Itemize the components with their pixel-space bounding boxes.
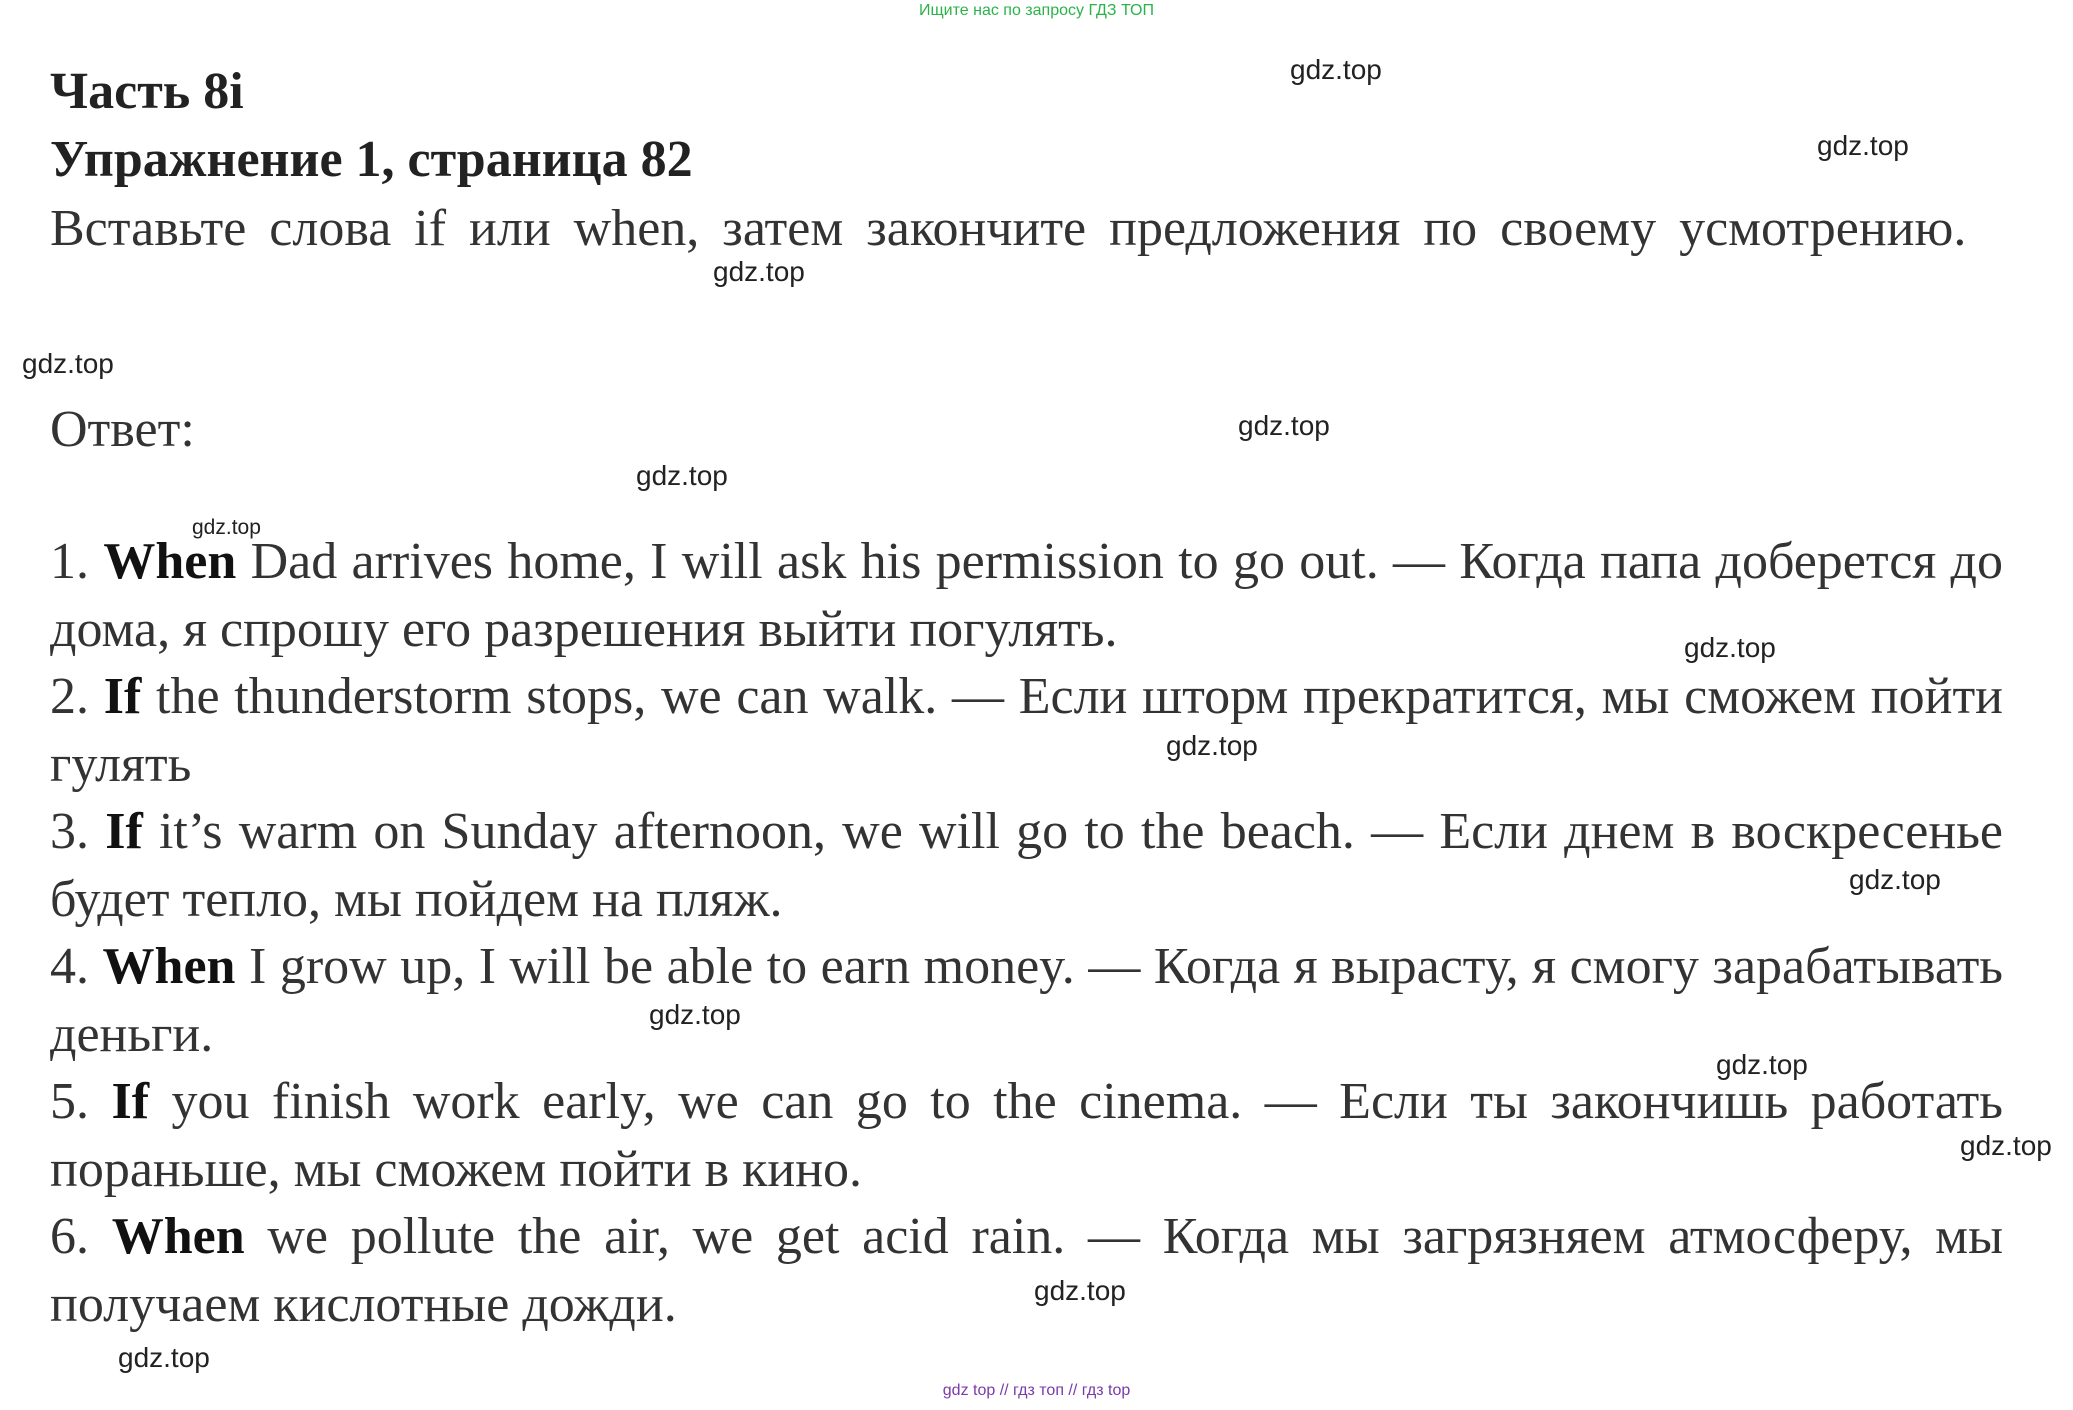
- answer-number: 3.: [50, 803, 89, 860]
- answer-item: [50, 798, 2003, 933]
- exercise-title: Упражнение 1, страница 82: [50, 131, 693, 188]
- answer-text: it’s warm on Sunday afternoon, we will go to the beach. — Если днем в воскресенье будет тепло, мы пойдем на пляж.: [50, 803, 2004, 928]
- answer-text: we pollute the air, we get acid rain. — Когда мы загрязняем атмосферу, мы получаем кислотные дожди.: [50, 1208, 2004, 1333]
- watermark: gdz.top: [118, 1342, 210, 1373]
- answer-text: I grow up, I will be able to earn money. — Когда я вырасту, я смогу зарабатывать деньги.: [50, 938, 2004, 1063]
- answer-item: [50, 933, 2003, 1068]
- watermark: gdz.top: [636, 460, 728, 491]
- watermark: gdz.top: [1034, 1275, 1126, 1306]
- answer-item: [50, 663, 2003, 798]
- answer-keyword: When: [103, 533, 237, 590]
- watermark: gdz.top: [1817, 130, 1909, 161]
- answer-text: Dad arrives home, I will ask his permission to go out. — Когда папа доберется до дома, я спрошу его разрешения выйти погулять.: [50, 533, 2004, 658]
- watermark-small: gdz.top: [192, 516, 261, 539]
- answer-keyword: When: [111, 1208, 245, 1265]
- answer-number: 4.: [50, 938, 89, 995]
- answer-number: 5.: [50, 1073, 89, 1130]
- answer-text: the thunderstorm stops, we can walk. — Если шторм прекратится, мы сможем пойти гулять: [50, 668, 2003, 793]
- watermark: gdz.top: [713, 256, 805, 287]
- answer-number: 2.: [50, 668, 89, 725]
- top-search-note: Ищите нас по запросу ГДЗ ТОП: [919, 2, 1154, 19]
- watermark: gdz.top: [649, 999, 741, 1030]
- footer-links: gdz top // гдз топ // гдз top: [942, 1382, 1131, 1399]
- task-instructions: Вставьте слова if или when, затем закончите предложения по своему усмотрению.: [50, 200, 1967, 257]
- watermark: gdz.top: [1238, 410, 1330, 441]
- watermark: gdz.top: [1849, 864, 1941, 895]
- answer-number: 6.: [50, 1208, 89, 1265]
- answer-keyword: If: [105, 803, 143, 860]
- watermark: gdz.top: [1684, 632, 1776, 663]
- answer-number: 1.: [50, 533, 89, 590]
- answer-text: you finish work early, we can go to the cinema. — Если ты закончишь работать пораньше, мы сможем пойти в кино.: [50, 1073, 2003, 1198]
- answer-keyword: If: [103, 668, 142, 725]
- answer-keyword: When: [102, 938, 236, 995]
- part-title: Часть 8i: [50, 63, 244, 120]
- answer-item: [50, 1068, 2003, 1203]
- watermark: gdz.top: [1960, 1130, 2052, 1161]
- answer-label: Ответ:: [50, 401, 195, 458]
- answer-item: [50, 1203, 2003, 1338]
- watermark: gdz.top: [1290, 54, 1382, 85]
- watermark: gdz.top: [22, 348, 114, 379]
- watermark: gdz.top: [1166, 730, 1258, 761]
- answer-keyword: If: [111, 1073, 150, 1130]
- watermark: gdz.top: [1716, 1049, 1808, 1080]
